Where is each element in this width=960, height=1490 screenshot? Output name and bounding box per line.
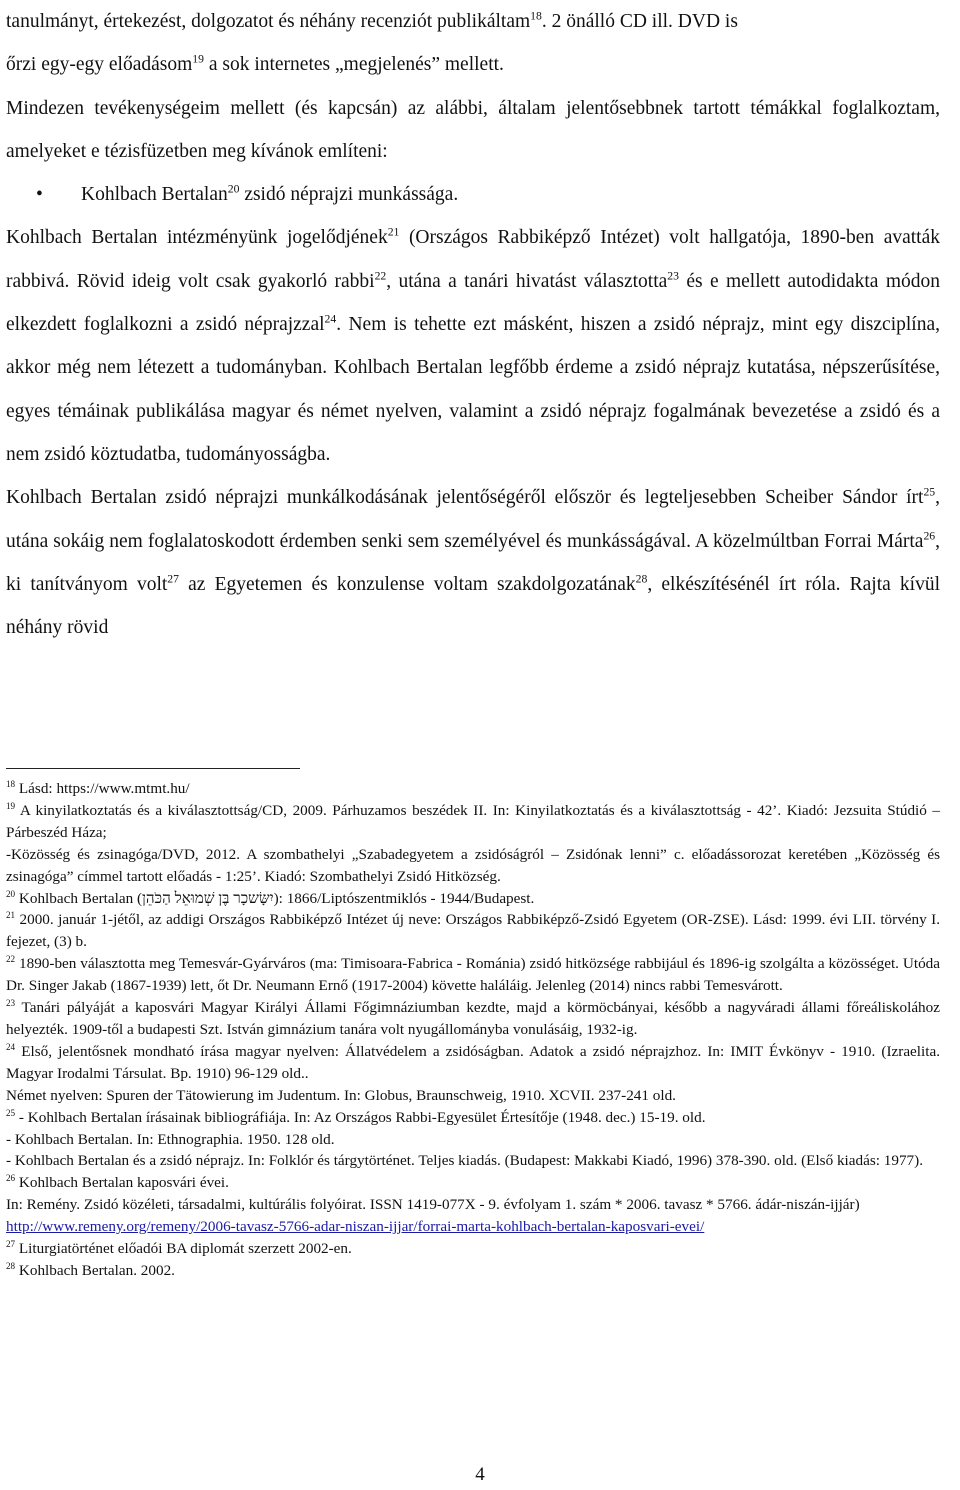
footnote-ref-27[interactable]: 27 (167, 572, 179, 586)
footnote-27: $^{27}$ Liturgiatörténet előadói BA diplomát szerzett 2002-en. (6, 1238, 352, 1258)
footnote-ref-23[interactable]: 23 (667, 269, 679, 283)
body-text (6, 0, 940, 649)
footnote-22: $^{22}$ 1890-ben választotta meg Temesvár-Gyárváros (ma: Timisoara-Fabrica - Románia) zsidó hitközsége rabbijául és 1896-ig szolgálta a közösséget. Utóda Dr. Singer Jakab (1867-1939) lett, őt Dr. Neumann Ernő (1917-2004) követte haláláig. Jelenleg (2014) nincs rabbi Temesvárott. (6, 954, 940, 995)
footnote-ref-25[interactable]: 25 (923, 485, 936, 499)
footnote-26-link-line (6, 1216, 940, 1238)
footnote-ref-19[interactable]: 19 (192, 52, 204, 66)
paragraph-kohlbach: Kohlbach Bertalan intézményünk jogelődjének$^{21}$ (Országos Rabbiképző Intézet) volt hallgatója, 1890-ben avatták rabbivá. Rövid ideig volt csak gyakorló rabbi$^{22}$, utána a tanári hivatást választotta$^{23}$ és e mellett autodidakta módon elkezdett foglalkozni a zsidó néprajzzal$^{24}$. Nem is tehette ezt másként, hiszen a zsidó néprajz, mint egy diszciplína, akkor még nem létezett a tudományban. Kohlbach Bertalan legfőbb érdeme a zsidó néprajz kutatása, népszerűsítése, egyes témáinak publikálása magyar és német nyelven, valamint a zsidó néprajz fogalmának bevezetése a zsidó és a nem zsidó köztudatba, tudományosságba. (6, 225, 940, 465)
footnote-25-continuation-2: - Kohlbach Bertalan és a zsidó néprajz. In: Folklór és tárgytörténet. Teljes kiadás. (Budapest: Makkabi Kiadó, 1996) 378-390. old. (Első kiadás: 1977). (6, 1152, 924, 1170)
footnote-separator (6, 768, 300, 769)
paragraph-scheiber: Kohlbach Bertalan zsidó néprajzi munkálkodásának jelentőségéről először és legteljesebben Scheiber Sándor írt$^{25}$, utána sokáig nem foglalatoskodott érdemben senki sem személyével és munkásságával. A közelmúltban Forrai Márta$^{26}$, ki tanítványom volt$^{27}$ az Egyetemen és konzulense voltam szakdolgozatának$^{28}$, elkészítésénél írt róla. Rajta kívül néhány rövid (6, 485, 941, 639)
intro-line-1: tanulmányt, értekezést, dolgozatot és néhány recenziót publikáltam$^{18}$. 2 önálló CD ill. DVD is (6, 9, 738, 32)
footnote-28: $^{28}$ Kohlbach Bertalan. 2002. (6, 1260, 175, 1279)
footnotes (6, 778, 940, 1282)
footnote-20: $^{20}$ Kohlbach Bertalan (יִשָּׂשכָר בֶּן שְׁמוּאֵל הַכֹּהֵן): 1866/Liptószentmiklós - 1944/Budapest. (6, 888, 535, 907)
footnote-26-continuation: In: Remény. Zsidó közéleti, társadalmi, kultúrális folyóirat. ISSN 1419-077X - 9. évfolyam 1. szám * 2006. tavasz * 5766. ádár-niszán-ijjár) (6, 1196, 860, 1214)
footnote-ref-22[interactable]: 22 (374, 269, 387, 283)
footnote-18: $^{18}$ Lásd: https://www.mtmt.hu/ (6, 778, 190, 797)
page-number: 4 (475, 1464, 485, 1485)
footnote-25: $^{25}$ - Kohlbach Bertalan írásainak bibliográfiája. In: Az Országos Rabbi-Egyesület Értesítője (1948. dec.) 15-19. old. (6, 1107, 706, 1126)
footnote-ref-24[interactable]: 24 (324, 312, 337, 326)
footnote-ref-20[interactable]: 20 (227, 182, 240, 196)
footnote-21: $^{21}$ 2000. január 1-jétől, az addigi Országos Rabbiképző Intézet új neve: Országos Rabbiképző-Zsidó Egyetem (OR-ZSE). Lásd: 1999. évi LII. törvény I. fejezet, (3) b. (6, 910, 940, 951)
paragraph-themes: Mindezen tevékenységeim mellett (és kapcsán) az alábbi, általam jelentősebbnek tartott témákkal foglalkoztam, amelyeket e tézisfüzetben meg kívánok említeni: (6, 97, 940, 162)
footnote-26: $^{26}$ Kohlbach Bertalan kaposvári évei. (6, 1173, 229, 1192)
list-item: • Kohlbach Bertalan$^{20}$ zsidó néprajzi munkássága. (6, 173, 940, 216)
footnote-23: $^{23}$ Tanári pályáját a kaposvári Magyar Királyi Állami Főgimnáziumban kezdte, majd a körmöcbányai, később a nagyváradi állami főreáliskolához helyezték. 1909-től a budapesti Szt. István gimnázium tanára volt nyugállományba vonulásáig, 1932-ig. (6, 998, 940, 1038)
remeny-link[interactable]: http://www.remeny.org/remeny/2006-tavasz-5766-adar-niszan-ijjar/forrai-marta-kohlbach-bertalan-kaposvari-evei/ (6, 1218, 705, 1236)
footnote-ref-26[interactable]: 26 (923, 529, 936, 543)
footnote-24: $^{24}$ Első, jelentősnek mondható írása magyar nyelven: Állatvédelem a zsidóságban. Adatok a zsidó néprajzhoz. In: IMIT Évkönyv - 1910. (Izraelita. Magyar Irodalmi Társulat. Bp. 1910) 96-129 old.. (6, 1041, 940, 1082)
footnote-19-continuation: -Közösség és zsinagóga/DVD, 2012. A szombathelyi „Szabadegyetem a zsidóságról – Zsidónak lenni” c. előadássorozat keretében „Közösség és zsinagóga” címmel tartott előadás - 1:25’. Kiadó: Szombathelyi Zsidó Hitközség. (6, 845, 940, 885)
footnote-25-continuation-1: - Kohlbach Bertalan. In: Ethnographia. 1950. 128 old. (6, 1130, 335, 1148)
footnote-ref-28[interactable]: 28 (635, 572, 648, 586)
hebrew-name: יִשָּׂשכָר בֶּן שְׁמוּאֵל הַכֹּהֵן (142, 889, 274, 907)
footnote-ref-21[interactable]: 21 (387, 225, 400, 239)
footnote-24-continuation: Német nyelven: Spuren der Tätowierung im Judentum. In: Globus, Braunschweig, 1910. XCVII. 237-241 old. (6, 1086, 676, 1104)
footnote-ref-18[interactable]: 18 (530, 9, 542, 23)
footnote-19: $^{19}$ A kinyilatkoztatás és a kiválasztottság/CD, 2009. Párhuzamos beszédek II. In: Kinyilatkoztatás és a kiválasztottság - 42’. Kiadó: Jezsuita Stúdió – Párbeszéd Háza; (6, 800, 940, 841)
bullet-icon: • (36, 184, 43, 206)
theme-list (6, 173, 940, 216)
intro-line-2: őrzi egy-egy előadásom$^{19}$ a sok internetes „megjelenés” mellett. (6, 52, 504, 76)
